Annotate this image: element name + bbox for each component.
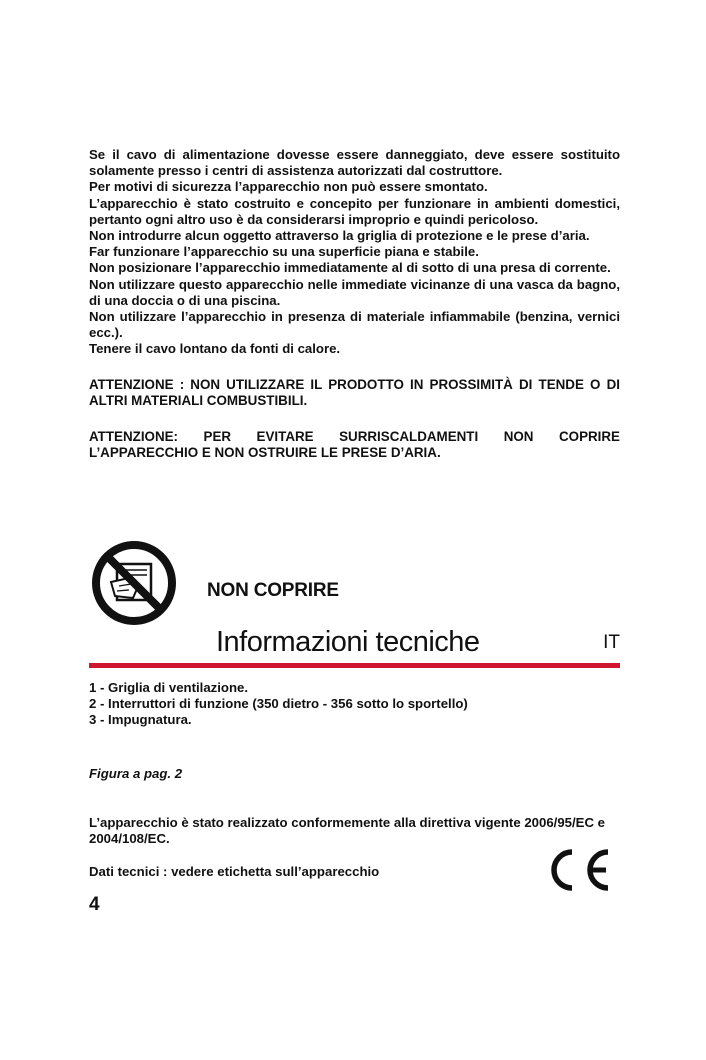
safety-paragraph: Non utilizzare l’apparecchio in presenza di materiale infiammabile (benzina, vernici ecc.).: [89, 309, 620, 341]
warning-curtains: ATTENZIONE : NON UTILIZZARE IL PRODOTTO IN PROSSIMITÀ DI TENDE O DI ALTRI MATERIALI COMBUSTIBILI.: [89, 376, 620, 408]
section-divider: [89, 663, 620, 668]
list-item: 3 - Impugnatura.: [89, 712, 192, 727]
safety-paragraph: Non introdurre alcun oggetto attraverso la griglia di protezione e le prese d’aria.: [89, 228, 590, 244]
conformity-statement: L’apparecchio è stato realizzato conformemente alla direttiva vigente 2006/95/EC e 2004/108/EC.: [89, 815, 605, 846]
section-title: Informazioni tecniche: [216, 626, 480, 658]
parts-list: [89, 680, 620, 728]
technical-section-header: [89, 626, 620, 666]
no-cover-prohibition-icon: [89, 538, 179, 628]
list-item: 1 - Griglia di ventilazione.: [89, 680, 249, 695]
safety-section: [89, 147, 620, 461]
safety-paragraph: Non utilizzare questo apparecchio nelle immediate vicinanze di una vasca da bagno, di una doccia o di una piscina.: [89, 276, 620, 308]
page-number: 4: [89, 894, 100, 915]
ce-mark-icon: [542, 846, 616, 894]
no-cover-label: NON COPRIRE: [207, 580, 339, 601]
language-code: IT: [603, 632, 620, 653]
safety-paragraph: Far funzionare l’apparecchio su una superficie piana e stabile.: [89, 244, 479, 260]
safety-paragraph: Se il cavo di alimentazione dovesse essere danneggiato, deve essere sostituito solamente presso i centri di assistenza autorizzati dal costruttore.: [89, 147, 620, 179]
figure-reference: Figura a pag. 2: [89, 766, 183, 781]
list-item: 2 - Interruttori di funzione (350 dietro - 356 sotto lo sportello): [89, 696, 468, 711]
technical-data-note: Dati tecnici : vedere etichetta sull’apparecchio: [89, 864, 380, 879]
safety-paragraph: Tenere il cavo lontano da fonti di calore.: [89, 341, 341, 357]
warning-no-cover: ATTENZIONE: PER EVITARE SURRISCALDAMENTI NON COPRIRE L’APPARECCHIO E NON OSTRUIRE LE PRESE D’ARIA.: [89, 428, 620, 460]
no-cover-notice: [89, 538, 620, 638]
safety-paragraph: Non posizionare l’apparecchio immediatamente al di sotto di una presa di corrente.: [89, 260, 611, 276]
safety-paragraph: L’apparecchio è stato costruito e concepito per funzionare in ambienti domestici, pertanto ogni altro uso è da considerarsi improprio e quindi pericoloso.: [89, 195, 620, 227]
safety-paragraph: Per motivi di sicurezza l’apparecchio non può essere smontato.: [89, 179, 488, 195]
